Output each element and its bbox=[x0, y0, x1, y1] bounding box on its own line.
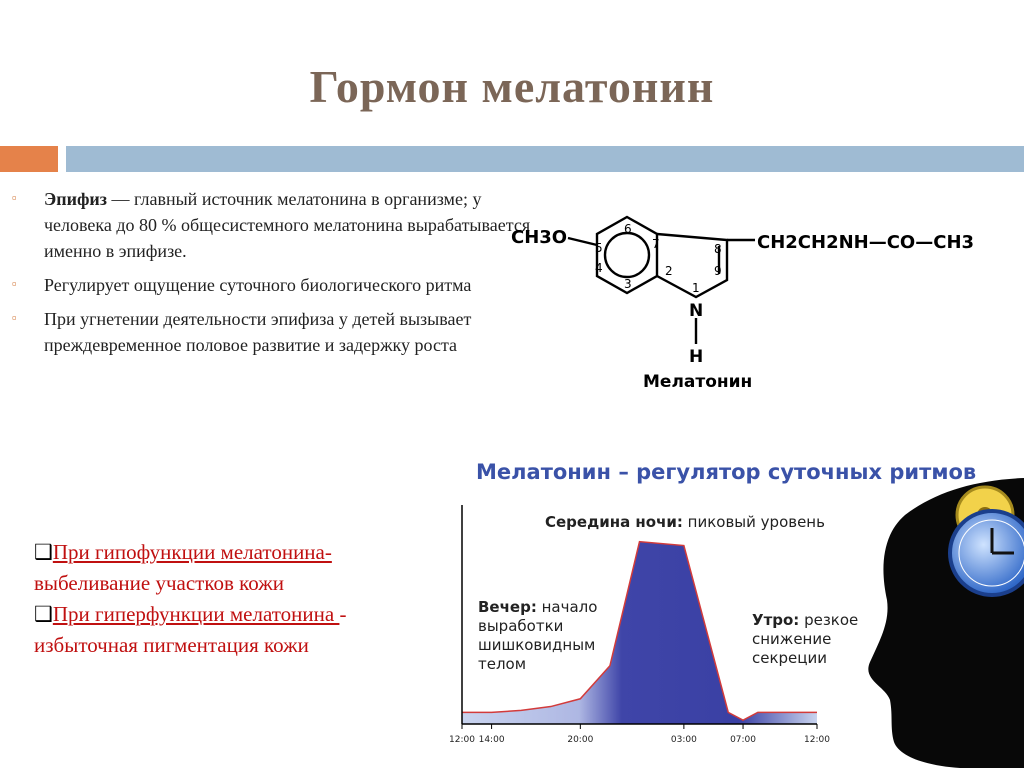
note-line: избыточная пигментация кожи bbox=[34, 633, 309, 657]
annotation-evening bbox=[478, 598, 597, 673]
note-line: При гипофункции мелатонина- bbox=[52, 540, 332, 564]
annotation-line: Вечер: начало bbox=[478, 598, 598, 616]
ring-number: 4 bbox=[595, 261, 603, 275]
annotation-line: шишковидным bbox=[478, 636, 596, 654]
hydrogen-label: H bbox=[689, 347, 704, 367]
ring-number: 8 bbox=[714, 242, 722, 256]
bullet-text: — главный источник мелатонина в организме; у человека до 80 % общесистемного мелатонина вырабатывается именно в эпифизе. bbox=[44, 189, 531, 261]
bullet-text: При угнетении деятельности эпифиза у детей вызывает преждевременное половое развитие и задержку роста bbox=[44, 309, 472, 355]
annotation-midnight bbox=[545, 513, 825, 531]
nitrogen-label: N bbox=[689, 301, 704, 321]
checkbox-icon: ❑ bbox=[34, 540, 53, 564]
bullet-bold: Эпифиз bbox=[44, 189, 108, 209]
slide-title: Гормон мелатонин bbox=[309, 61, 715, 112]
ring-number: 5 bbox=[595, 241, 603, 255]
structure-caption: Мелатонин bbox=[643, 372, 753, 392]
annotation-bold: Вечер: bbox=[478, 598, 537, 616]
annotation-line: выработки bbox=[478, 617, 564, 635]
bullet-text: Регулирует ощущение суточного биологического ритма bbox=[44, 275, 472, 295]
ring-number: 3 bbox=[624, 277, 632, 291]
annotation-midnight-text: пиковый уровень bbox=[682, 513, 825, 531]
clock-icon bbox=[950, 511, 1024, 595]
annotation-line: телом bbox=[478, 655, 527, 673]
note-dash: - bbox=[339, 602, 347, 626]
methoxy-label: CH3O bbox=[511, 227, 568, 248]
annotation-midnight-bold: Середина ночи: bbox=[545, 513, 683, 531]
annotation-morning bbox=[752, 611, 858, 667]
bullet-marker-icon: ▫ bbox=[12, 190, 17, 205]
checkbox-icon: ❑ bbox=[34, 602, 53, 626]
x-tick-label: 14:00 bbox=[478, 735, 505, 745]
ring-number: 6 bbox=[624, 222, 632, 236]
bullet-marker-icon: ▫ bbox=[12, 310, 17, 325]
chart-title: Мелатонин – регулятор суточных ритмов bbox=[476, 460, 977, 484]
bullet-marker-icon: ▫ bbox=[12, 276, 17, 291]
note-line: При гиперфункции мелатонина bbox=[52, 602, 340, 626]
x-tick-label: 07:00 bbox=[730, 735, 757, 745]
side-chain-label: CH2CH2NH—CO—CH3 bbox=[757, 232, 975, 253]
x-tick-label: 20:00 bbox=[567, 735, 594, 745]
x-tick-label: 12:00 bbox=[449, 735, 475, 745]
x-tick-label: 03:00 bbox=[670, 735, 697, 745]
ring-number: 7 bbox=[652, 237, 660, 251]
annotation-bold: Утро: bbox=[752, 611, 800, 629]
x-tick-label: 12:00 bbox=[804, 735, 830, 745]
annotation-line: секреции bbox=[752, 649, 827, 667]
ring-number: 1 bbox=[692, 281, 700, 295]
ring-number: 9 bbox=[714, 264, 722, 278]
ring-number: 2 bbox=[665, 264, 673, 278]
annotation-line: снижение bbox=[752, 630, 832, 648]
annotation-line: Утро: резкое bbox=[752, 611, 859, 629]
note-line: выбеливание участков кожи bbox=[34, 571, 285, 595]
